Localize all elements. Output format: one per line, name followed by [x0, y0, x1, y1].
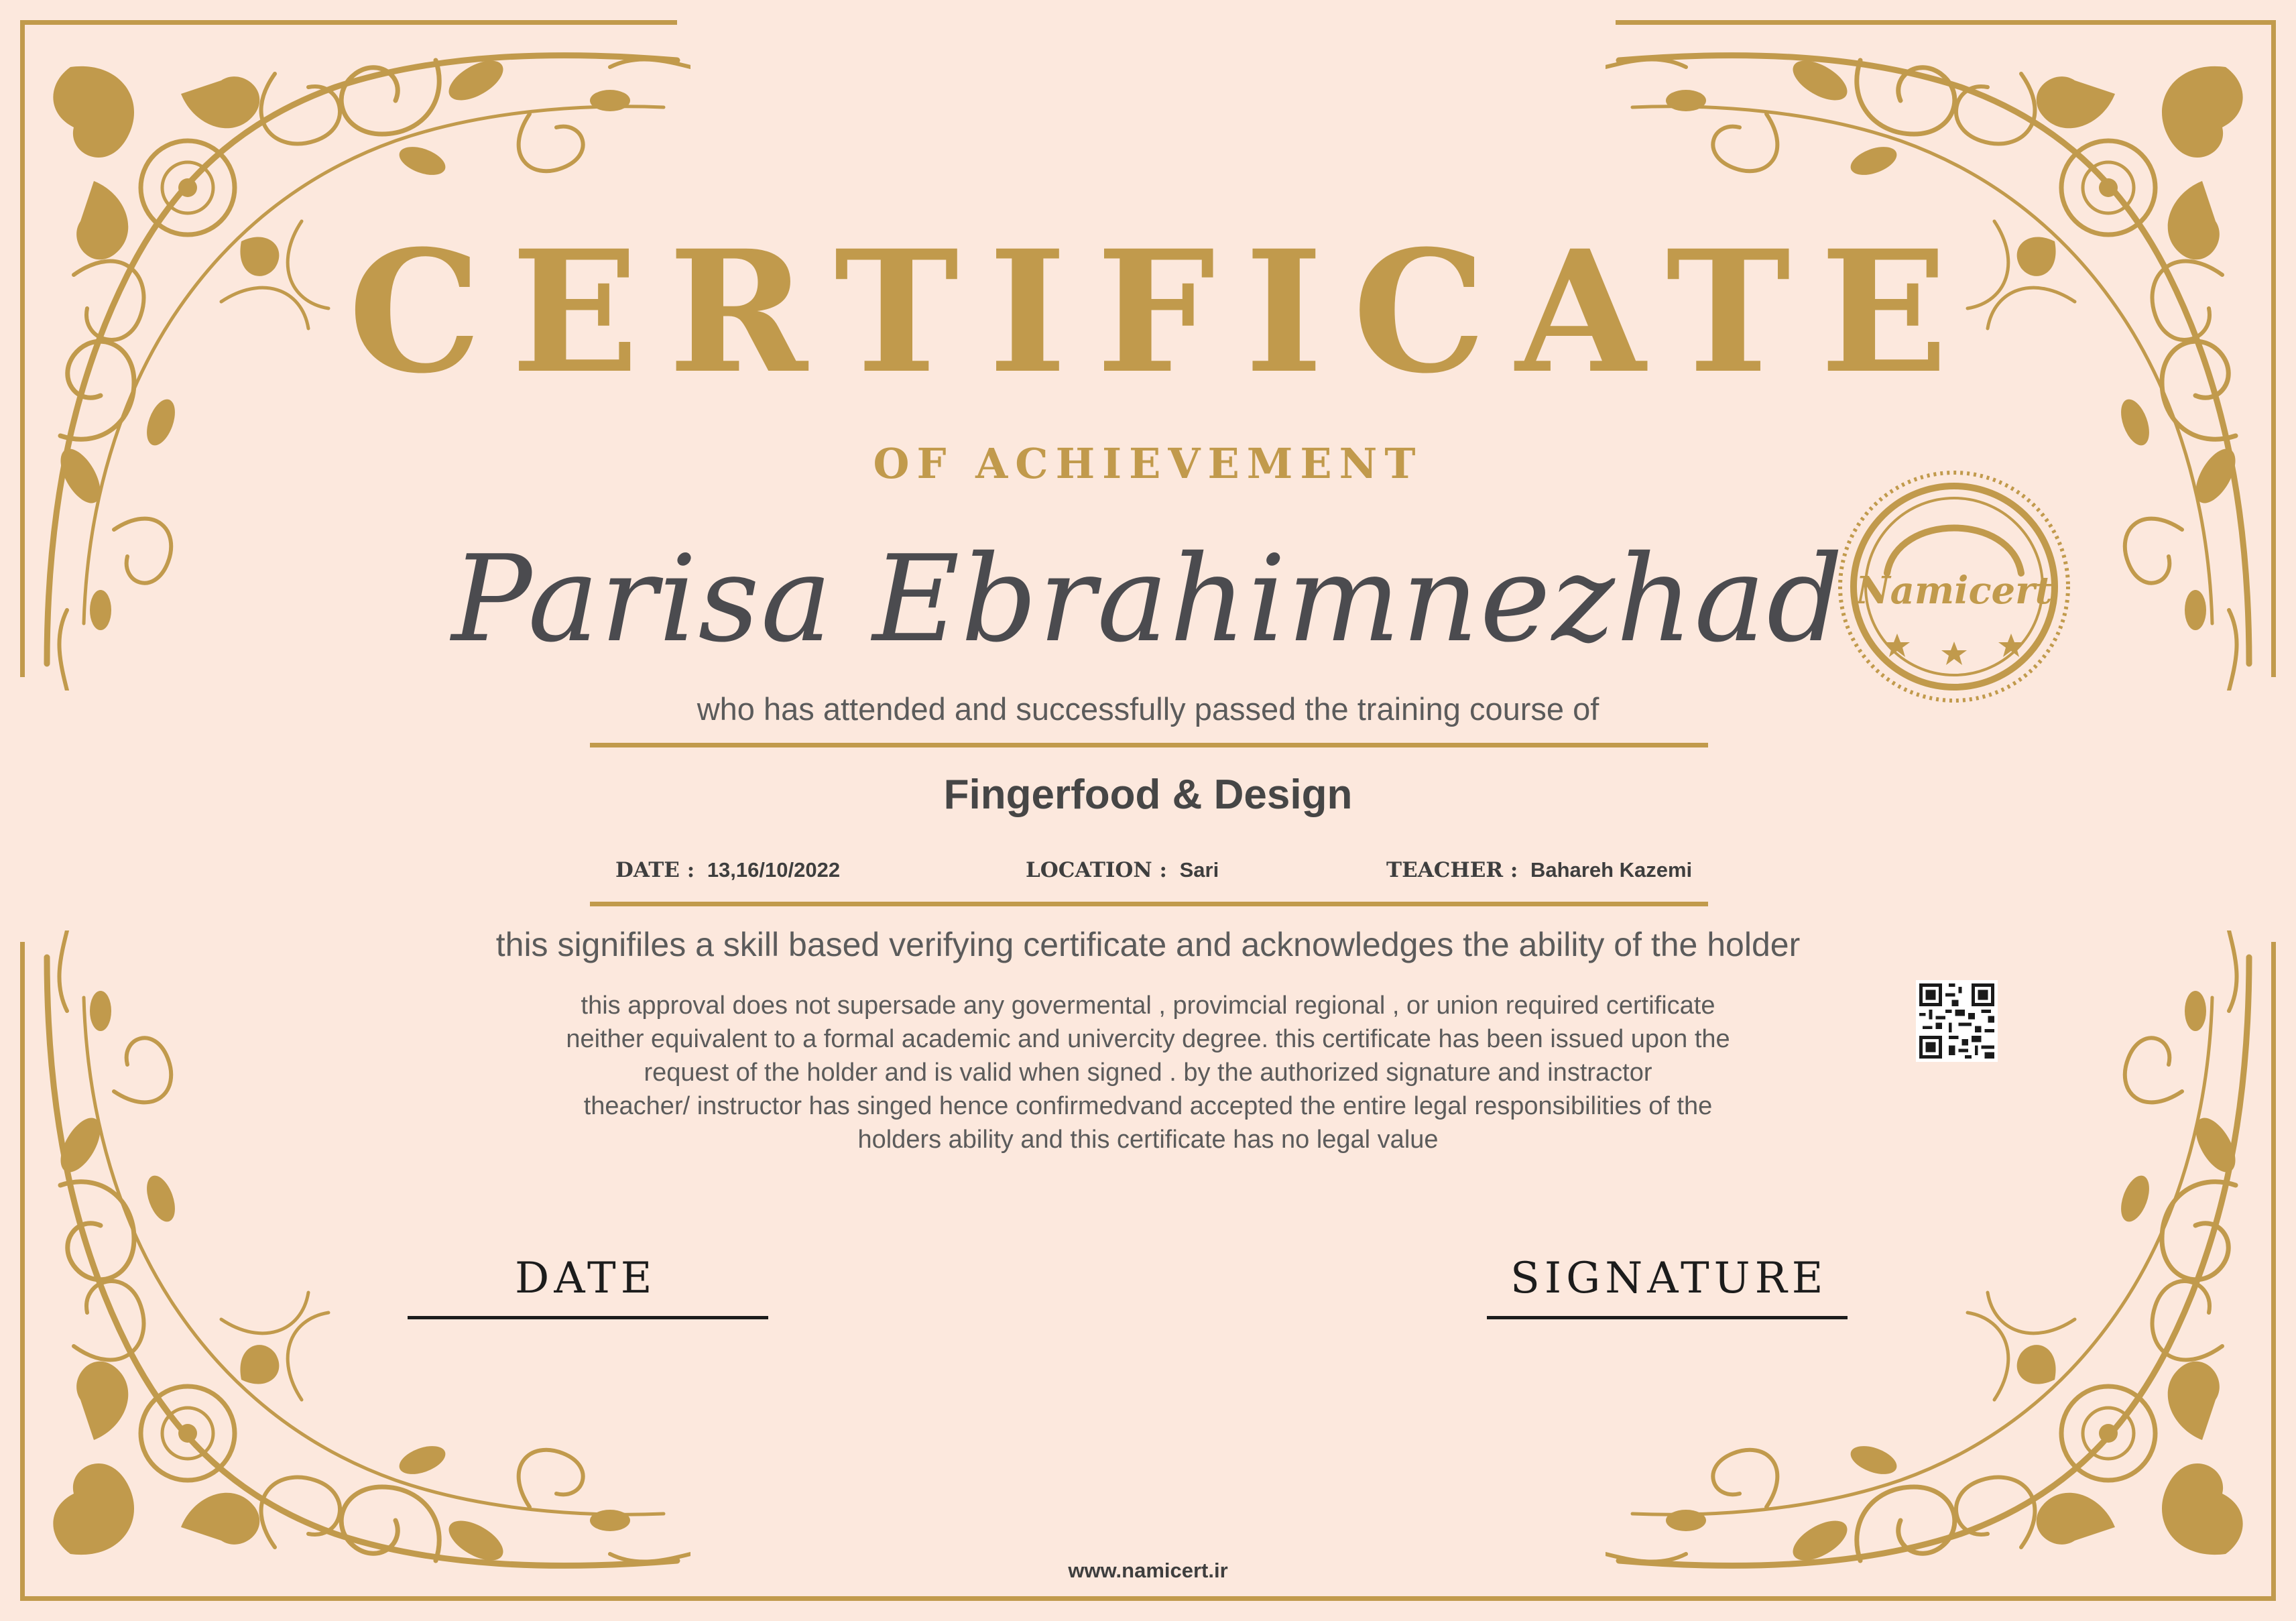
attended-text: who has attended and successfully passed the training course of: [697, 691, 1599, 727]
date-label: DATE :: [615, 858, 695, 882]
divider-top: [590, 743, 1708, 747]
teacher-label: TEACHER :: [1386, 858, 1518, 882]
border-gap-top-left: [677, 13, 1280, 34]
teacher-detail: [1386, 858, 1692, 882]
date-value: 13,16/10/2022: [707, 858, 841, 882]
border-gap-top-right: [1280, 13, 1616, 34]
fine-print: this approval does not supersade any govermental , provimcial regional , or union required certificate neither equivalent to a formal academic and univercity degree. this certificate has been issued upon the request of the holder and is valid when signed . by the authorized signature and instractor theacher/ instructor has singed hence confirmedvand accepted the entire legal responsibilities of the holders ability and this certificate has no legal value: [566, 992, 1730, 1154]
namicert-seal-icon: [1833, 466, 2075, 707]
signature-line: [1487, 1316, 1848, 1319]
location-value: Sari: [1179, 858, 1219, 882]
location-detail: [1026, 858, 1219, 882]
date-detail: [615, 858, 840, 882]
signifies-text: this signifiles a skill based verifying certificate and acknowledges the ability of the holder: [495, 926, 1801, 963]
seal-logo-text: Namicert: [1856, 568, 2053, 613]
website-url[interactable]: www.namicert.ir: [1068, 1559, 1228, 1582]
certificate-title: CERTIFICATE: [348, 213, 1978, 410]
signature-label: SIGNATURE: [1510, 1254, 1828, 1303]
certificate-subtitle: OF ACHIEVEMENT: [873, 439, 1423, 488]
course-name: Fingerfood & Design: [943, 772, 1353, 818]
divider-bottom: [590, 902, 1708, 906]
location-label: LOCATION :: [1026, 858, 1167, 882]
date-sign-label: DATE: [515, 1254, 657, 1303]
recipient-name: Parisa Ebrahimnezhad: [451, 530, 1845, 668]
teacher-value: Bahareh Kazemi: [1530, 858, 1693, 882]
date-sign-line: [408, 1316, 768, 1319]
qr-code-icon[interactable]: [1916, 980, 1998, 1062]
